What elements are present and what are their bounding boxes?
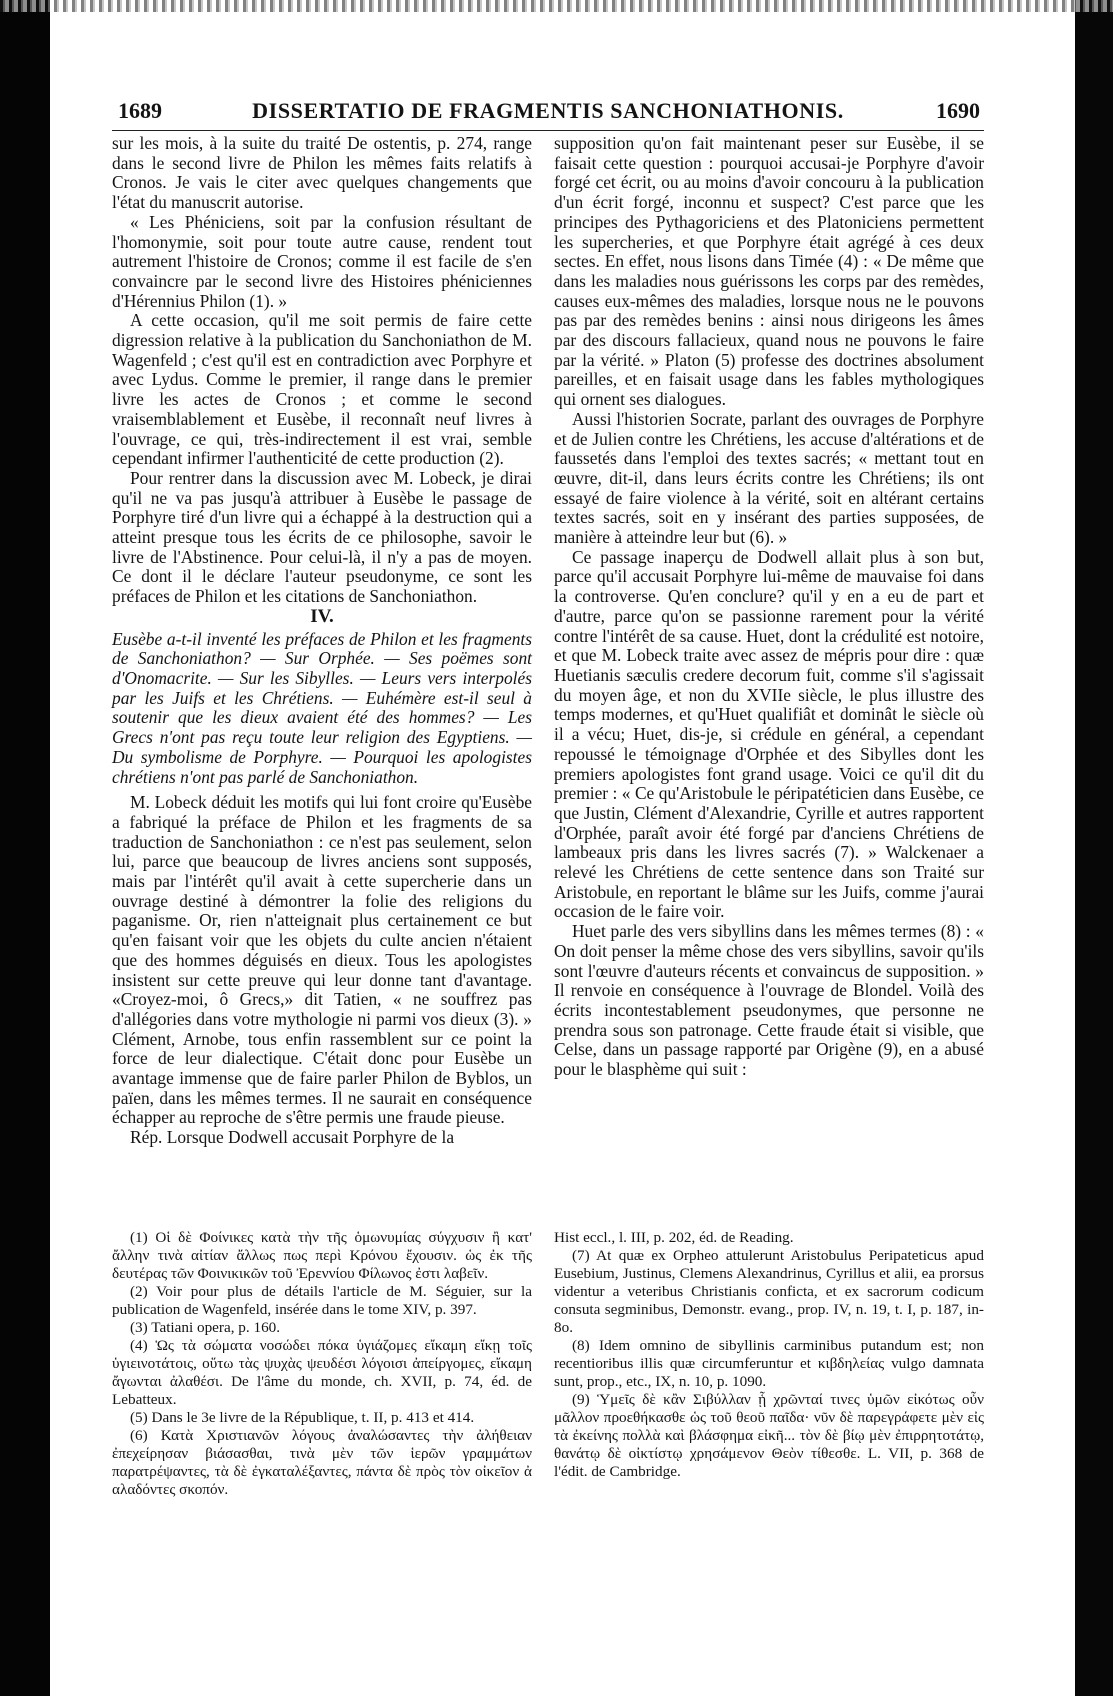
page-number-right: 1690 xyxy=(936,98,980,123)
footnote: (2) Voir pour plus de détails l'article de M. Séguier, sur la publication de Wagenfeld, insérée dans le tome XIV, p. 397. xyxy=(112,1283,532,1318)
paragraph: Aussi l'historien Socrate, parlant des ouvrages de Porphyre et de Julien contre les Chrétiens, les accuse d'altérations et de faussetés dans l'emploi des textes sacrés; « mettant tout en œuvre, dit-il, dans leurs écrits contre les Chrétiens; ils ont essayé de faire violence à la vérité, soit en altérant certains textes sacrés, soit en y insérant des parties supposées, de manière à atteindre leur but (6). » xyxy=(554,408,984,548)
scan-border-left xyxy=(0,0,50,1696)
footnotes-left xyxy=(112,1229,532,1499)
paragraph: Pour rentrer dans la discussion avec M. Lobeck, je dirai qu'il ne va pas jusqu'à attribuer à Eusèbe le passage de Porphyre tiré d'un livre qui a échappé à la destruction qui a atteint presque tous les écrits de ce philosophe, savoir le livre de l'Abstinence. Pour celui-là, il n'y a pas de moyen. Ce dont il le déclare l'auteur pseudonyme, ce sont les préfaces de Philon et les citations de Sanchoniathon. xyxy=(112,467,532,607)
paragraph: Rép. Lorsque Dodwell accusait Porphyre de la xyxy=(130,1127,455,1148)
section-summary xyxy=(112,630,532,788)
paragraph: A cette occasion, qu'il me soit permis de faire cette digression relative à la publication du Sanchoniathon de M. Wagenfeld ; c'est qu'il est en contradiction avec Porphyre et avec Lydus. Comme le premier, il range dans le premier livre les actes de Cronos ; et comme le second vraisemblablement et Eusèbe, il reconnaît neuf livres à l'ouvrage, ce qui, très-indirectement il est vrai, semble cependant infirmer l'authenticité de cette production (2). xyxy=(112,310,532,469)
section-number: IV. xyxy=(310,605,334,627)
footnote: (6) Κατὰ Χριστιανῶν λόγους ἀναλώσαντες τὴν ἀλήθειαν ἐπεχείρησαν βιάσασθαι, τινὰ μὲν τῶν ἱερῶν γραμμάτων παρατρέψαντες, τὰ δὲ ἐγκαταλέξαντες, πάντα δὲ πρὸς τὸν οἰκεῖον ἀ αλαδόντες σκοπόν. xyxy=(112,1427,532,1498)
footnote: (4) Ὡς τὰ σώματα νοσώδει πόκα ὑγιάζομες εἴκαμη εἴκῃ τοῖς ὑγιεινοτάτοις, οὕτω τὰς ψυχὰς ψευδέσι λόγοισι ἀπείργομες, εἴκαμη ἄγωνται ἀλαθέσι. De l'âme du monde, ch. XVII, p. 74, éd. de Lebatteux. xyxy=(112,1337,532,1408)
section-summary-text: Eusèbe a-t-il inventé les préfaces de Philon et les fragments de Sanchoniathon? — Sur Orphée. — Ses poëmes sont d'Onomacrite. — Sur les Sibylles. — Leurs vers interpolés par les Juifs et les Chrétiens. — Euhémère est-il seul à soutenir que les dieux avaient été des hommes? — Les Grecs n'ont pas reçu toute leur religion des Egyptiens. — Du symbolisme de Porphyre. — Pourquoi les apologistes chrétiens n'ont pas parlé de Sanchoniathon. xyxy=(112,628,532,787)
footnote-continuation: Hist eccl., l. III, p. 202, éd. de Reading. xyxy=(554,1229,794,1246)
scan-border-right xyxy=(1075,0,1113,1696)
paragraph: M. Lobeck déduit les motifs qui lui font croire qu'Eusèbe a fabriqué la préface de Philon et les fragments de sa traduction de Sanchoniathon : ce n'est pas seulement, selon lui, parce que beaucoup de livres anciens sont supposés, mais par l'intérêt qu'il avait à cette supercherie dans un ouvrage destiné à démontrer la folie des religions du paganisme. Or, rien n'atteignait plus certainement ce but qu'en faisant voir que les objets du culte ancien n'étaient que des hommes déguisés en dieux. Tous les apologistes insistent sur cette preuve qui leur donne tant d'avantage. «Croyez-moi, ô Grecs,» dit Tatien, « ne souffrez pas d'allégories dans votre mythologie ni parmi vos dieux (3). » Clément, Arnobe, tous enfin rassemblent sur ce point la force de leur dialectique. C'était donc pour Eusèbe un avantage immense que de faire parler Philon de Byblos, un païen, dans les mêmes termes. Il ne saurait en conséquence échapper au reproche de s'être permis une fraude pieuse. xyxy=(112,792,532,1128)
paragraph: Ce passage inaperçu de Dodwell allait plus à son but, parce qu'il accusait Porphyre lui-même de mauvaise foi dans la controverse. Qu'en conclure? qu'il y en a eu de part et d'autre, parce qu'on se passionne rarement pour la vérité contre l'intérêt de sa cause. Huet, dont la crédulité est notoire, et que M. Lobeck traite avec assez de mépris pour dire : quæ Huetianis sæculis credere decorum fuit, comme s'il s'agissait du moyen âge, et non du XVIIe siècle, le plus illustre des temps modernes, et qu'Huet qualifiât et dominât le siècle où il a vécu; Huet, dis-je, si crédule en général, a cependant repoussé le témoignage d'Orphée et des Sibylles dont les premiers apologistes font grand usage. Voici ce qu'il dit du premier : « Ce qu'Aristobule le péripatéticien dans Eusèbe, ce que Justin, Clément d'Alexandrie, Cyrille et autres rapportent d'Orphée, paraît avoir été forgé par d'anciens Chrétiens de lambeaux pris dans les livres sacrés (7). » Walckenaer a relevé les Chrétiens de cette sentence dans son Traité sur Aristobule, en reportant le blâme sur les Juifs, comme j'aurai occasion de le faire voir. xyxy=(554,546,984,922)
running-header xyxy=(112,98,984,128)
footnote: (8) Idem omnino de sibyllinis carminibus putandum est; non recentioribus illis quæ circumferuntur et κιβδηλείας vulgo damnata sunt, prop., etc., IX, n. 10, p. 1090. xyxy=(554,1337,984,1390)
document-page xyxy=(112,92,984,1682)
footnote: (9) Ὑμεῖς δὲ κἂν Σιβύλλαν ᾗ χρῶνταί τινες ὑμῶν εἰκότως οὖν μᾶλλον προεθήκασθε ὡς τοῦ θεοῦ παῖδα· νῦν δὲ παρεγράφετε μὲν εἰς τὰ ἐκείνης πολλὰ καὶ βλάσφημα εἰκῆ... τὸν δὲ βίῳ μὲν ἐπιρρητοτάτῳ, θανάτῳ δὲ οἰκτίστῳ χρησάμενον Θεὸν τίθεσθε. L. VII, p. 368 de l'édit. de Cambridge. xyxy=(554,1391,984,1480)
footnote: (7) At quæ ex Orpheo attulerunt Aristobulus Peripateticus apud Eusebium, Justinus, Clemens Alexandrinus, Cyrillus et alii, ea prorsus videntur a veteribus Christianis conficta, et ex sacrorum codicum consuta segminibus, Demonstr. evang., prop. IV, n. 19, t. I, p. 187, in-8o. xyxy=(554,1247,984,1336)
footnote: (3) Tatiani opera, p. 160. xyxy=(130,1319,281,1336)
paragraph: supposition qu'on fait maintenant peser sur Eusèbe, il se faisait cette question : pourquoi accusai-je Porphyre d'avoir forgé cet écrit, ou au moins d'avoir concouru à la publication d'un écrit forgé, inconnu et suspect? C'est parce que les principes des Pythagoriciens et des Platoniciens permettent les supercheries, et que Porphyre était agrégé à ces deux sectes. En effet, nous lisons dans Timée (4) : « De même que dans les maladies nous guérissons les corps par des remèdes, causes eux-mêmes des maladies, lorsque nous ne le pouvons pas par des remèdes benins : ainsi nous dirigeons les âmes par des discours fallacieux, quand nous ne pouvons le faire par la vérité. » Platon (5) professe des doctrines absolument pareilles, et en faisait usage dans les fables mythologiques qui ornent ses dialogues. xyxy=(554,133,984,410)
page-number-left: 1689 xyxy=(118,98,162,123)
paragraph: « Les Phéniciens, soit par la confusion résultant de l'homonymie, soit pour toute autre cause, rendent tout autrement l'histoire de Cronos; comme il est facile de s'en convaincre par le second livre des Histoires phéniciennes d'Hérennius Philon (1). » xyxy=(112,211,532,311)
footnote: (1) Οἱ δὲ Φοίνικες κατὰ τὴν τῆς ὁμωνυμίας σύγχυσιν ἢ κατ' ἄλλην τινὰ αἰτίαν ἄλλως πως περὶ Κρόνου ἔχουσιν. ὡς ἐκ τῆς δευτέρας τῶν Φοινικικῶν τοῦ Ἐρεννίου Φίλωνος ἐστι λαβεῖν. xyxy=(112,1229,532,1282)
running-title: DISSERTATIO DE FRAGMENTIS SANCHONIATHONIS. xyxy=(252,98,844,123)
paragraph: sur les mois, à la suite du traité De ostentis, p. 274, range dans le second livre de Philon les mêmes faits relatifs à Cronos. Je vais le citer avec quelques changements que l'état du manuscrit autorise. xyxy=(112,133,532,213)
column-right xyxy=(554,134,984,1080)
column-left xyxy=(112,134,532,1148)
paragraph: Huet parle des vers sibyllins dans les mêmes termes (8) : « On doit penser la même chose des vers sibyllins, savoir qu'ils sont l'œuvre d'auteurs récents et convaincus de supposition. » Il renvoie en conséquence à l'ouvrage de Blondel. Voilà des écrits incontestablement pseudonymes, que personne ne prendra sous son patronage. Cette fraude était si visible, que Celse, dans un passage rapporté par Origène (9), en a abusé pour le blasphème qui suit : xyxy=(554,921,984,1080)
footnote: (5) Dans le 3e livre de la République, t. II, p. 413 et 414. xyxy=(130,1409,475,1426)
scan-border-top xyxy=(0,0,1113,12)
header-rule xyxy=(112,130,984,131)
footnotes-right xyxy=(554,1229,984,1481)
